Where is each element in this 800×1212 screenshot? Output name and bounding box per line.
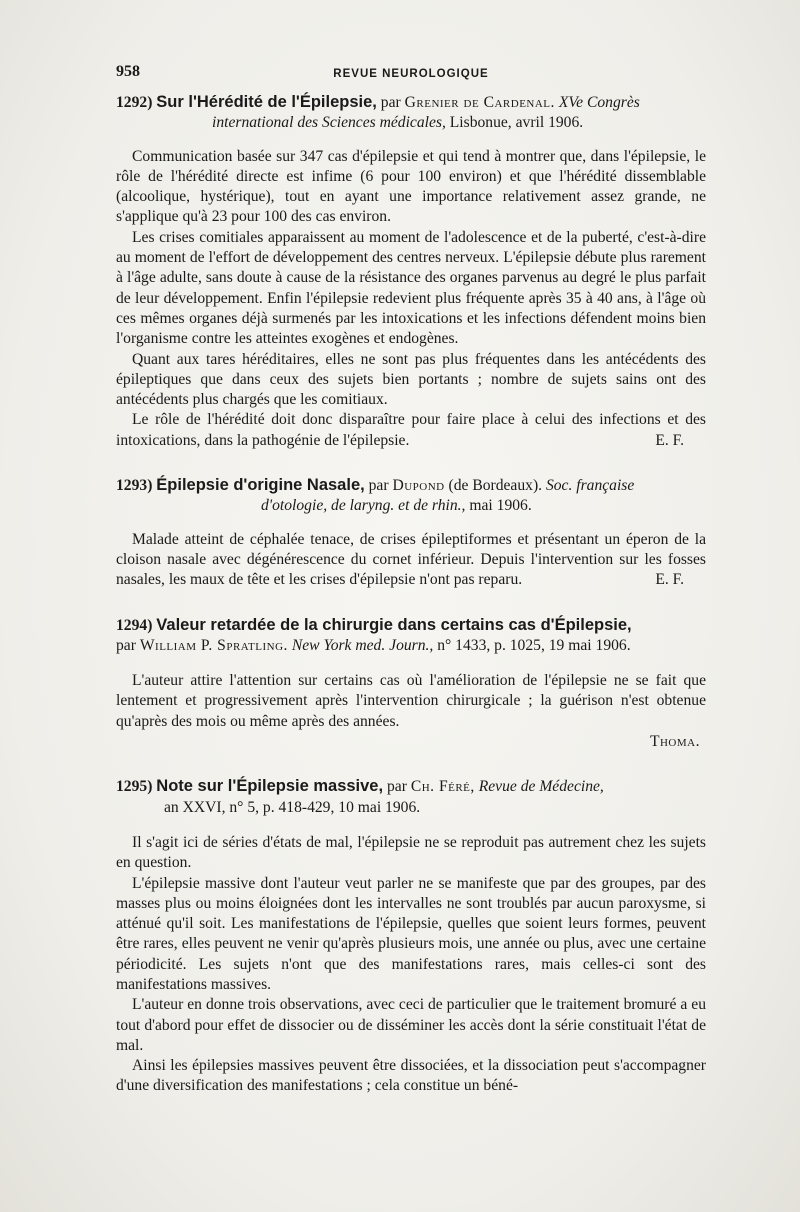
affiliation: (de Bordeaux). [448, 477, 543, 495]
paragraph: Ainsi les épilepsies massives peuvent être dissociées, et la dissociation peut s'accompagner d'une diversification des manifestations ; cela constitue un béné- [116, 1057, 706, 1095]
paragraph: Communication basée sur 347 cas d'épilepsie et qui tend à montrer que, dans l'épilepsie, le rôle de l'hérédité directe est infime (6 pour 100 environ) et que l'hérédité dissemblable (alcoolique, hystérique), tout en ayant une importance relativement assez grande, ne s'applique qu'à 23 pour 100 des cas environ. [116, 147, 706, 226]
author: Grenier de Cardenal. [404, 94, 555, 111]
source-continuation: par William P. Spratling. New York med. Journ., n° 1433, p. 1025, 19 mai 1906. [116, 636, 631, 654]
source-continuation: d'otologie, de laryng. et de rhin., mai 1906. [261, 497, 532, 515]
page-number: 958 [116, 63, 140, 80]
paragraph: Les crises comitiales apparaissent au moment de l'adolescence et de la puberté, c'est-à-dire au moment de l'effort de développement des centres nerveux. L'épilepsie débute plus rarement à l'âge adulte, sans doute à cause de la résistance des organes parvenus au degré le plus parfait de leur développement. Enfin l'épilepsie redevient plus fréquente après 35 à 40 ans, à l'âge où ces mêmes organes déjà surmenés par les intoxications et les infections défendent moins bien l'organisme contre les atteintes exogènes et endogènes. [116, 228, 706, 348]
byline: par [386, 778, 407, 796]
paragraph: Le rôle de l'hérédité doit donc disparaître pour faire place à celui des infections et des intoxications, dans la pathogénie de l'épilepsie. E. F. [116, 410, 706, 451]
entry-1292 [116, 92, 706, 451]
paragraph: Il s'agit ici de séries d'états de mal, l'épilepsie ne se reproduit pas autrement chez les sujets en question. [116, 833, 706, 872]
byline: par [368, 477, 389, 495]
signature: E. F. [655, 571, 684, 589]
running-head [116, 62, 706, 84]
entry-title: Valeur retardée de la chirurgie dans certains cas d'Épilepsie, [156, 615, 632, 634]
entry-number: 1294) [116, 616, 153, 634]
entry-heading [116, 776, 706, 818]
signature: Thoma. [649, 733, 700, 751]
entry-heading [116, 615, 706, 657]
source: Revue de Médecine, [478, 778, 604, 796]
entry-number: 1295) [116, 778, 153, 796]
paragraph: L'épilepsie massive dont l'auteur veut parler ne se manifeste que par des groupes, par des masses plus ou moins éloignées dont les intervalles ne sont troublés par aucun paroxysme, si atténué qu'il soit. Les manifestations de l'épilepsie, quelles que soient leurs formes, peuvent être rares, elles peuvent ne venir qu'après plusieurs mois, une année ou plus, avec une certaine périodicité. Les sujets n'ont que des manifestations rares, mais celles-ci sont des manifestations massives. [116, 874, 706, 993]
entry-1294 [116, 615, 706, 753]
signature: E. F. [655, 431, 684, 449]
author: Dupond [392, 477, 445, 495]
entry-title: Note sur l'Épilepsie massive, [156, 777, 384, 796]
page-content [116, 62, 706, 1097]
author: Ch. Féré, [410, 778, 475, 796]
entry-title: Épilepsie d'origine Nasale, [156, 476, 365, 495]
paragraph: Quant aux tares héréditaires, elles ne sont pas plus fréquentes dans les antécédents des épileptiques que dans ceux des sujets bien portants ; nombre de sujets sains ont des antécédents plus chargés que les comitiaux. [116, 350, 706, 409]
entry-title: Sur l'Hérédité de l'Épilepsie, [156, 93, 377, 111]
source-continuation: an XXVI, n° 5, p. 418-429, 10 mai 1906. [164, 798, 421, 816]
entry-heading [116, 92, 706, 134]
source-continuation: international des Sciences médicales, Lisbonue, avril 1906. [212, 114, 584, 132]
source: XVe Congrès [558, 94, 640, 111]
entry-1295 [116, 776, 706, 1096]
entry-number: 1292) [116, 94, 153, 111]
source: Soc. française [545, 477, 635, 495]
entry-number: 1293) [116, 477, 153, 495]
paragraph: Malade atteint de céphalée tenace, de crises épileptiformes et présentant un éperon de la cloison nasale avec dégénérescence du cornet inférieur. Depuis l'intervention sur les fosses nasales, les maux de tête et les crises d'épilepsie n'ont pas reparu. E. F. [116, 530, 706, 591]
journal-title: REVUE NEUROLOGIQUE [333, 68, 489, 80]
paragraph: L'auteur attire l'attention sur certains cas où l'amélioration de l'épilepsie ne se fait que lentement et progressivement après l'intervention chirurgicale ; la guérison n'est obtenue qu'après des mois ou même après des années. [116, 672, 706, 730]
entry-1293 [116, 475, 706, 590]
entry-heading [116, 475, 706, 517]
byline: par [380, 94, 401, 111]
paragraph: L'auteur en donne trois observations, avec ceci de particulier que le traitement bromuré a eu tout d'abord pour effet de dissocier ou de disséminer les accès dont la série constituait l'état de mal. [116, 996, 706, 1054]
